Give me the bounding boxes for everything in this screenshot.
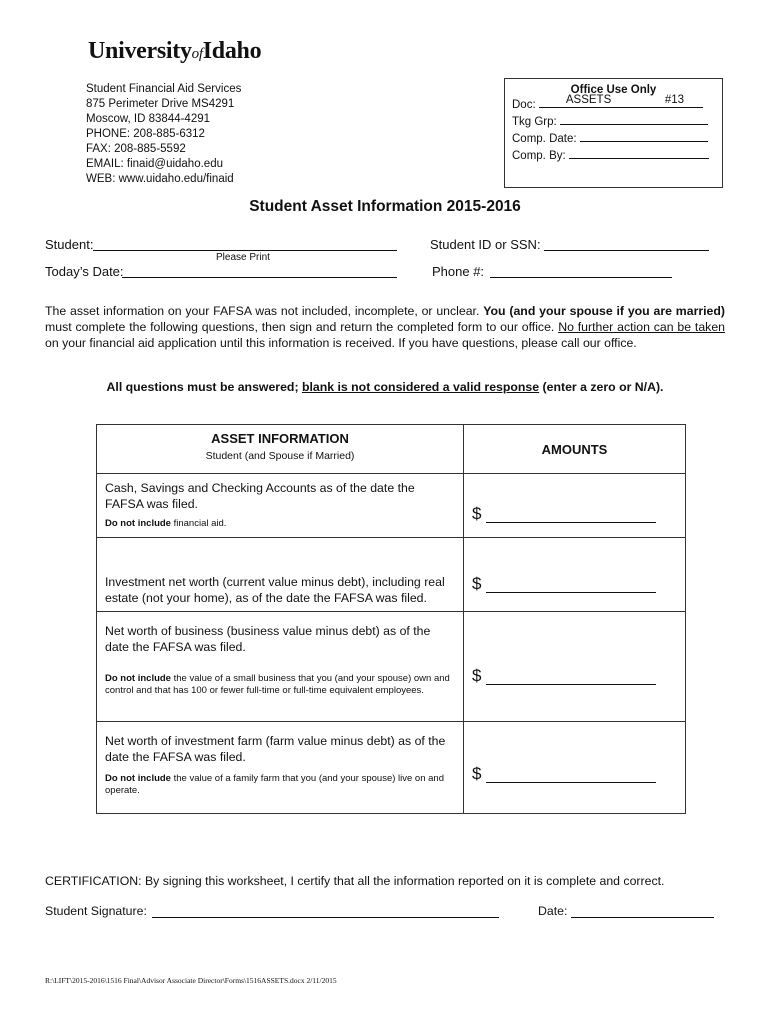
amounts-header: AMOUNTS: [464, 425, 686, 474]
student-name-field[interactable]: [93, 250, 397, 251]
office-use-box: [504, 78, 723, 188]
tkg-field[interactable]: [560, 113, 708, 125]
amount-cell: [464, 474, 686, 538]
date-label: Date:: [538, 904, 568, 918]
tkg-row: Tkg Grp:: [512, 113, 722, 130]
comp-date-field[interactable]: [580, 130, 708, 142]
amount-cell: [464, 538, 686, 612]
contact-line: 875 Perimeter Drive MS4291: [86, 98, 235, 110]
table-row: [97, 722, 686, 814]
dollar-sign: $: [472, 666, 482, 685]
table-row: [97, 612, 686, 722]
student-id-field[interactable]: [544, 250, 709, 251]
comp-date-row: Comp. Date:: [512, 130, 722, 147]
table-header-row: [97, 425, 686, 474]
todays-date-field[interactable]: [122, 277, 397, 278]
university-logo: UniversityofIdaho: [88, 38, 262, 64]
contact-line: FAX: 208-885-5592: [86, 143, 186, 155]
dollar-sign: $: [472, 764, 482, 783]
contact-block: [86, 82, 241, 187]
asset-info-header: ASSET INFORMATION Student (and Spouse if Married): [97, 425, 464, 474]
contact-line: Student Financial Aid Services: [86, 83, 242, 95]
contact-line: EMAIL: finaid@uidaho.edu: [86, 158, 223, 170]
table-row: [97, 538, 686, 612]
form-title: Student Asset Information 2015-2016: [249, 198, 521, 215]
student-id-label: Student ID or SSN:: [430, 237, 541, 252]
doc-value: ASSETS: [565, 94, 612, 106]
amount-field[interactable]: [486, 684, 656, 685]
amount-cell: [464, 612, 686, 722]
amount-field[interactable]: [486, 592, 656, 593]
doc-line: [539, 96, 703, 108]
phone-label: Phone #:: [432, 264, 485, 279]
dollar-sign: $: [472, 574, 482, 593]
question-cell: Net worth of investment farm (farm value minus debt) as of the date the FAFSA was filed. Do not include the value of a family farm that you (and your spouse) live on and operate.: [97, 722, 464, 814]
phone-field[interactable]: [490, 277, 672, 278]
question-cell: Net worth of business (business value minus debt) as of the date the FAFSA was filed. Do not include the value of a small business that you (and your spouse) own and control and that has 100 or fewer full-time or full-time equivalent employees.: [97, 612, 464, 722]
signature-date-field[interactable]: [571, 917, 714, 918]
contact-line: WEB: www.uidaho.edu/finaid: [86, 173, 234, 185]
amount-cell: [464, 722, 686, 814]
doc-row: Doc: ASSETS #13: [512, 96, 722, 113]
todays-date-label: Today’s Date:: [45, 264, 124, 279]
amount-field[interactable]: [486, 782, 656, 783]
intro-paragraph: The asset information on your FAFSA was not included, incomplete, or unclear. You (and your spouse if you are married) must complete the following questions, then sign and return the completed form to our office. No further action can be taken on your financial aid application until this information is received. If you have questions, please call our office.: [45, 304, 725, 350]
contact-line: PHONE: 208-885-6312: [86, 128, 205, 140]
instruction-line: All questions must be answered; blank is not considered a valid response (enter a zero or N/A).: [106, 380, 664, 394]
please-print-note: Please Print: [216, 252, 270, 263]
comp-by-row: Comp. By:: [512, 147, 722, 164]
contact-line: Moscow, ID 83844-4291: [86, 113, 211, 125]
dollar-sign: $: [472, 504, 482, 523]
question-cell: Cash, Savings and Checking Accounts as of the date the FAFSA was filed. Do not include financial aid.: [97, 474, 464, 538]
doc-number: #13: [664, 94, 685, 106]
student-label: Student:: [45, 237, 94, 252]
table-row: [97, 474, 686, 538]
student-signature-label: Student Signature:: [45, 904, 147, 918]
question-cell: Investment net worth (current value minus debt), including real estate (not your home), as of the date the FAFSA was filed.: [97, 538, 464, 612]
student-signature-field[interactable]: [152, 917, 499, 918]
footer-path: R:\LIFT\2015-2016\1516 Final\Advisor Associate Director\Forms\1516ASSETS.docx 2/11/2015: [45, 976, 337, 985]
comp-by-field[interactable]: [569, 147, 709, 159]
amount-field[interactable]: [486, 522, 656, 523]
office-use-title: Office Use Only: [570, 84, 657, 96]
asset-table: [96, 424, 686, 814]
certification-text: CERTIFICATION: By signing this worksheet, I certify that all the information reported on it is complete and correct.: [45, 874, 665, 888]
